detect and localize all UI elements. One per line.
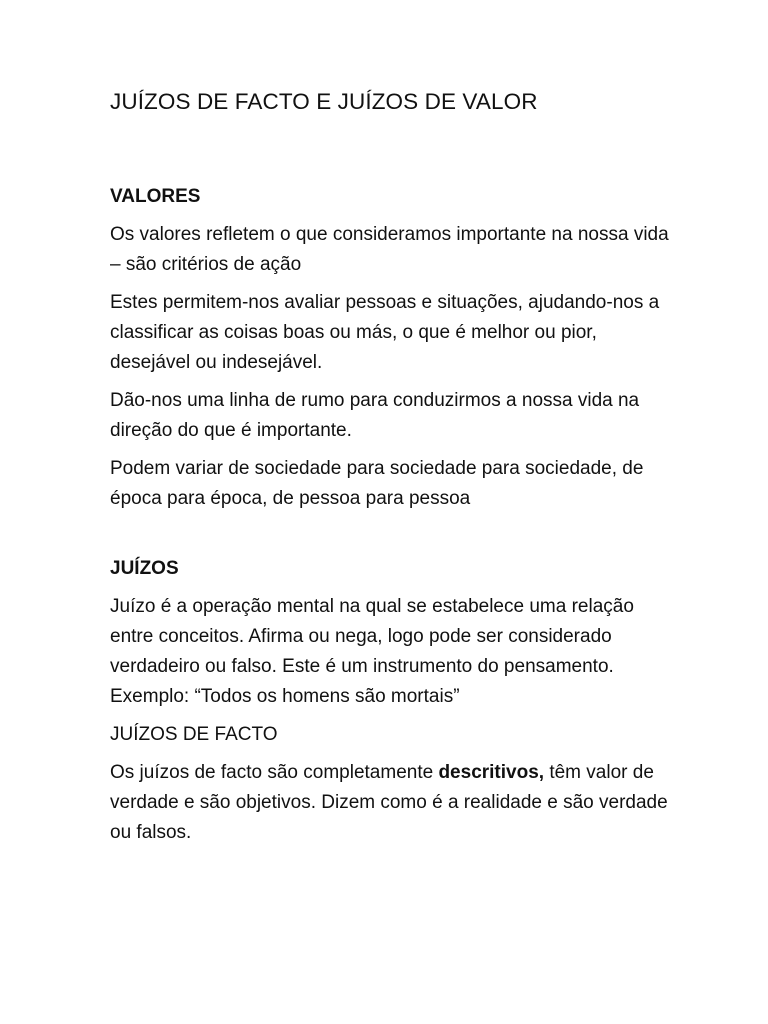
section-heading-juizos: JUÍZOS	[110, 558, 179, 579]
section-heading-valores: VALORES	[110, 186, 201, 207]
paragraph: Podem variar de sociedade para sociedade para sociedade, de época para época, de pessoa para pessoa	[110, 458, 644, 509]
paragraph: Juízo é a operação mental na qual se estabelece uma relação entre conceitos. Afirma ou nega, logo pode ser considerado verdadeiro ou falso. Este é um instrumento do pensamento. Exemplo: “Todos os homens são mortais”	[110, 596, 634, 707]
document-title: JUÍZOS DE FACTO E JUÍZOS DE VALOR	[110, 89, 538, 114]
paragraph: Os valores refletem o que consideramos importante na nossa vida – são critérios de ação	[110, 224, 669, 275]
paragraph: Estes permitem-nos avaliar pessoas e situações, ajudando-nos a classificar as coisas boas ou más, o que é melhor ou pior, desejável ou indesejável.	[110, 292, 660, 373]
text-run: têm valor de verdade e são objetivos. Dizem como é a realidade e são verdade ou falsos.	[110, 762, 668, 843]
text-run: Os juízos de facto são completamente	[110, 762, 439, 783]
bold-term: descritivos,	[438, 762, 545, 783]
document-content	[110, 86, 670, 848]
paragraph: Dão-nos uma linha de rumo para conduzirmos a nossa vida na direção do que é importante.	[110, 390, 640, 441]
subheading-juizos-de-facto: JUÍZOS DE FACTO	[110, 724, 278, 745]
paragraph-juizos-de-facto	[110, 758, 670, 848]
